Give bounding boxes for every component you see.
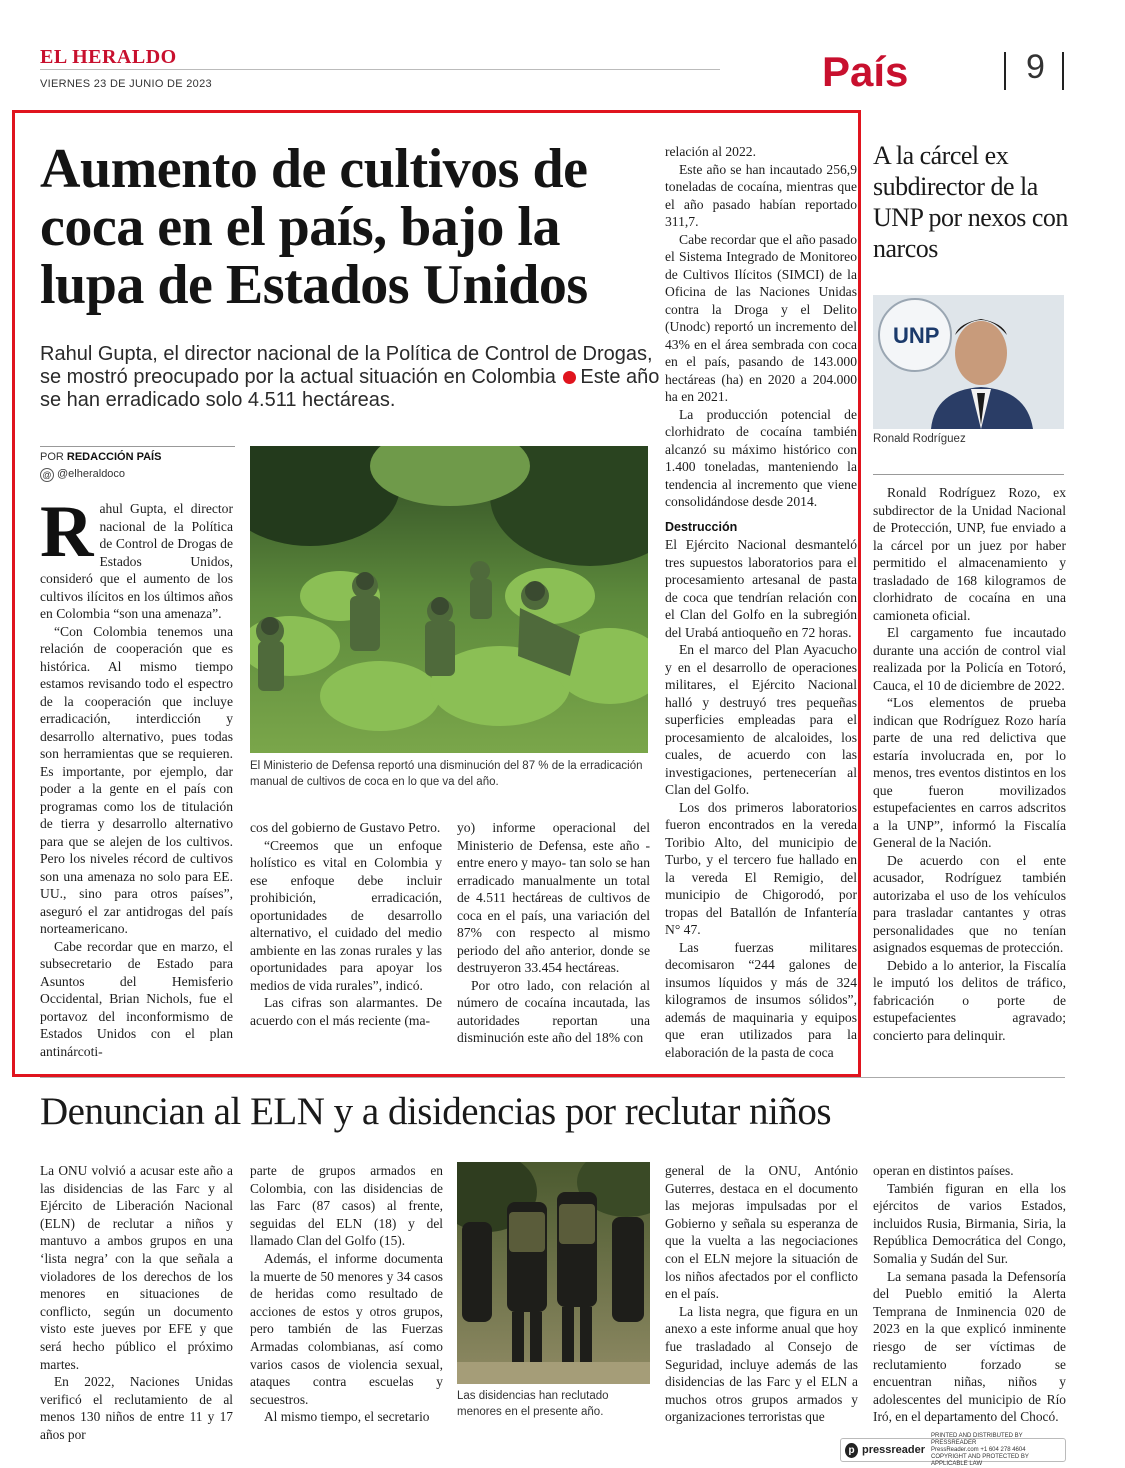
issue-date: VIERNES 23 DE JUNIO DE 2023 (40, 78, 212, 90)
paragraph: Este año se han incautado 256,9 toneladas de cocaína, mientras que el año pasado habían reportado 311,7. (665, 161, 857, 229)
paragraph: yo) informe operacional del Ministerio de Defensa, este año -entre enero y mayo- tan solo se han erradicado manualmente un total de 4.511 hectáreas de cultivos de coca en el país, una variación del 87% con respecto al mismo periodo del año anterior, donde se destruyeron 33.454 hectáreas. (457, 820, 650, 975)
sidebar-rule (873, 474, 1064, 475)
newspaper-brand: EL HERALDO (40, 46, 177, 68)
article-column-2 (250, 819, 442, 1029)
paragraph: También figuran en ella los ejércitos de varios Estados, incluidos Rusia, Birmania, Siria, la República Democrática del Congo, Somalia y Sudán del Sur. (873, 1180, 1066, 1266)
article-column-1 (40, 1162, 233, 1444)
paragraph: El cargamento fue incautado durante una acción de control vial realizada por la Policía en Totoró, Cauca, el 10 de diciembre de 2022. (873, 625, 1066, 693)
article-column-4 (665, 1162, 858, 1426)
handle-text: @elheraldoco (57, 468, 126, 480)
header-divider (1004, 52, 1006, 90)
bullet-dot-icon (563, 371, 576, 384)
paragraph: cos del gobierno de Gustavo Petro. (250, 820, 441, 835)
article-column-4 (665, 143, 857, 1061)
paragraph: En 2022, Naciones Unidas verificó el reclutamiento de al menos 130 niños de entre 11 y 17 años por (40, 1374, 233, 1442)
paragraph: Cabe recordar que el año pasado el Sistema Integrado de Monitoreo de Cultivos Ilícitos (SIMCI) de la Oficina de las Naciones Unidas contra la Droga y el Delito (Unodc) reportó un incremento del 43% en el área sembrada con coca en el país, pasando de 143.000 hectáreas (ha) en 2020 a 204.000 ha en 2021. (665, 231, 857, 404)
paragraph: De acuerdo con el ente acusador, Rodríguez también autorizaba el uso de los vehículos para trasladar cantantes y otras personalidades que no tenían asignados esquemas de protección. (873, 852, 1066, 955)
deck-text-2: Este año se han erradicado solo 4.511 hectáreas. (40, 366, 660, 411)
paragraph: En el marco del Plan Ayacucho y en el desarrollo de operaciones militares, el Ejército Nacional halló y destruyó tres pequeñas superficies empleadas para el procesamiento de alcaloides, los cuales, de acuerdo con las investigaciones, pertenecerían al Clan del Golfo. (665, 642, 857, 797)
article-column-5 (873, 1162, 1066, 1426)
paragraph: Las cifras son alarmantes. De acuerdo con el más reciente (ma- (250, 995, 442, 1028)
pressreader-logo-icon: p (845, 1443, 858, 1458)
section-title: País (822, 48, 909, 95)
paragraph: general de la ONU, António Guterres, destaca en el documento las mejoras impulsadas por el Gobierno y señala su esperanza de que la vuelta a las negociaciones con el ELN mejore la situación de los niños afectados por el conflicto en el país. (665, 1163, 858, 1302)
paragraph: Los dos primeros laboratorios fueron encontrados en la vereda Toribio Alto, del municipio de Turbo, y el tercero fue hallado en la vereda El Remigio, del municipio de Chigorodó, por tropas del Batallón de Infantería N° 47. (665, 799, 857, 937)
pressreader-line: PressReader.com +1 604 278 4604 (930, 1446, 1026, 1453)
sidebar-column (873, 484, 1066, 1044)
byline-author: REDACCIÓN PAÍS (66, 451, 162, 463)
page-number: 9 (1026, 48, 1045, 86)
social-handle (40, 468, 125, 482)
pressreader-name: pressreader (861, 1444, 925, 1456)
paragraph: Las fuerzas militares decomisaron “244 galones de insumos líquidos y más de 324 kilogramos de insumos sólidos”, además de maquinaria y equipos que eran utilizados para la elaboración de la pasta de coca (665, 939, 857, 1060)
drop-cap: R (40, 491, 94, 573)
sidebar-headline: A la cárcel ex subdirector de la UNP por nexos con narcos (873, 141, 1068, 263)
paragraph: “Creemos que un enfoque holístico es vital en Colombia y ese enfoque debe incluir prohibición, erradicación, oportunidades de desarrollo alternativo, el cuidado del medio ambiente en las zonas rurales y las oportunidades para apoyar los medios de vida rurales”, indicó. (250, 837, 442, 993)
byline (40, 451, 161, 463)
paragraph: El Ejército Nacional desmanteló tres supuestos laboratorios para el procesamiento artesanal de pasta de coca que tendrían relación con el Clan del Golfo en la subregión del Urabá antioqueño en 72 horas. (665, 537, 857, 640)
second-headline: Denuncian al ELN y a disidencias por reclutar niños (40, 1090, 832, 1133)
paragraph: parte de grupos armados en Colombia, con las disidencias de las Farc (87 casos) al frente, seguidas del ELN (18) y del llamado Clan del Golfo (15). (250, 1163, 443, 1249)
section-separator (40, 1077, 1065, 1078)
armed-group-photo (457, 1162, 650, 1384)
article-column-1 (40, 491, 233, 1060)
unp-logo-text: UNP (893, 323, 940, 348)
header-divider (1062, 52, 1064, 90)
paragraph: “Con Colombia tenemos una relación de cooperación que es histórica. Al mismo tiempo estamos revisando todo el espectro de la cooperación que incluye erradicación, interdicción y desarrollo alternativo, pues todas son herramientas que se requieren. Es importante, por ejemplo, dar poder a la gente en el país con programas como los de titulación de tierra y desarrollo alternativo para que se alejen de los cultivos. Pero los niveles récord de cultivos son una amenaza no solo para EE. UU., sino para otros países”, aseguró el zar antidrogas del país norteamericano. (40, 623, 233, 936)
photo-caption: Ronald Rodríguez (873, 433, 966, 445)
paragraph: Por otro lado, con relación al número de cocaína incautada, las autoridades reportan una disminución este año del 18% con (457, 977, 650, 1045)
paragraph: relación al 2022. (665, 144, 756, 159)
pressreader-line: COPYRIGHT AND PROTECTED BY APPLICABLE LAW (930, 1453, 1029, 1467)
article-column-3 (457, 819, 650, 1047)
main-deck (40, 343, 665, 412)
header-rule (40, 69, 720, 70)
article-column-2 (250, 1162, 443, 1426)
portrait-photo (873, 295, 1064, 429)
photo-caption: Las disidencias han reclutado menores en el presente año. (457, 1390, 609, 1418)
paragraph: Al mismo tiempo, el secretario (264, 1409, 430, 1425)
paragraph: Además, el informe documenta la muerte de 50 menores y 34 casos de heridas como resultado de acciones de estos y otros grupos, pero también de las Fuerzas Armadas colombianas, así como varios casos de violencia sexual, ataques contra escuelas y secuestros. (250, 1250, 443, 1407)
main-headline: Aumento de cultivos de coca en el país, bajo la lupa de Estados Unidos (40, 138, 588, 316)
coca-eradication-photo (250, 446, 648, 753)
paragraph: Ronald Rodríguez Rozo, ex subdirector de la Unidad Nacional de Protección, UNP, fue enviado a la cárcel por un juez por haber permitido el almacenamiento y trasladado de 168 kilogramos de clorhidrato de cocaína en una camioneta oficial. (873, 485, 1066, 623)
pressreader-line: PRINTED AND DISTRIBUTED BY PRESSREADER (930, 1432, 1023, 1446)
paragraph: “Los elementos de prueba indican que Rodríguez Rozo haría parte de una red delictiva que estaría involucrada en, por lo menos, tres eventos distintos en los que fueron movilizados estupefacientes en carros adscritos a la UNP”, informó la Fiscalía General de la Nación. (873, 695, 1066, 850)
pressreader-info (931, 1433, 1061, 1468)
paragraph: Cabe recordar que en marzo, el subsecretario de Estado para Asuntos del Hemisferio Occidental, Brian Nichols, fue el portavoz del inconformismo de Estados Unidos con el plan antinárcoti- (40, 938, 233, 1059)
photo-caption: El Ministerio de Defensa reportó una disminución del 87 % de la erradicación manual de cultivos de coca en lo que va del año. (250, 760, 643, 788)
paragraph: operan en distintos países. (873, 1163, 1014, 1178)
paragraph: La producción potencial de clorhidrato de cocaína también alcanzó su máximo histórico con 1.400 toneladas, manteniendo la tendencia al incremento que viene consolidándose desde 2014. (665, 406, 857, 509)
byline-rule (40, 446, 235, 447)
at-icon: @ (40, 468, 54, 482)
pressreader-badge[interactable] (840, 1432, 1066, 1467)
paragraph: La ONU volvió a acusar este año a las disidencias de las Farc y al Ejército de Liberación Nacional (ELN) de reclutar a niños y mantuvo a ambos grupos en una ‘lista negra’ con la que señala a violadores de los derechos de los menores en situaciones de conflicto, según un documento visto este jueves por EFE y que será hecho público el próximo martes. (40, 1163, 233, 1372)
deck-text: Rahul Gupta, el director nacional de la Política de Control de Drogas, se mostró preocupado por la actual situación en Colombia (40, 343, 653, 388)
paragraph: ahul Gupta, el director nacional de la Política de Control de Drogas de Estados Unidos, consideró que el aumento de los cultivos ilícitos en los últimos años en Colombia “son una amenaza”. (40, 501, 233, 621)
paragraph: La lista negra, que figura en un anexo a este informe anual que hoy fue trasladado al Consejo de Seguridad, incluye además de las disidencias de las Farc y el ELN a muchos otros grupos armados y organizaciones terroristas que (665, 1303, 858, 1425)
byline-prefix: POR (40, 451, 64, 463)
paragraph: Debido a lo anterior, la Fiscalía le imputó los delitos de tráfico, fabricación o porte de estupefacientes agravado; concierto para delinquir. (873, 957, 1066, 1043)
paragraph: La semana pasada la Defensoría del Pueblo emitió la Alerta Temprana de Inminencia 020 de 2023 en la que explicó inminente riesgo de ser víctimas de reclutamiento forzado se encuentran niñas, niños y adolescentes del municipio de Río Iró, en el departamento del Chocó. (873, 1268, 1066, 1425)
subheading: Destrucción (665, 519, 738, 534)
